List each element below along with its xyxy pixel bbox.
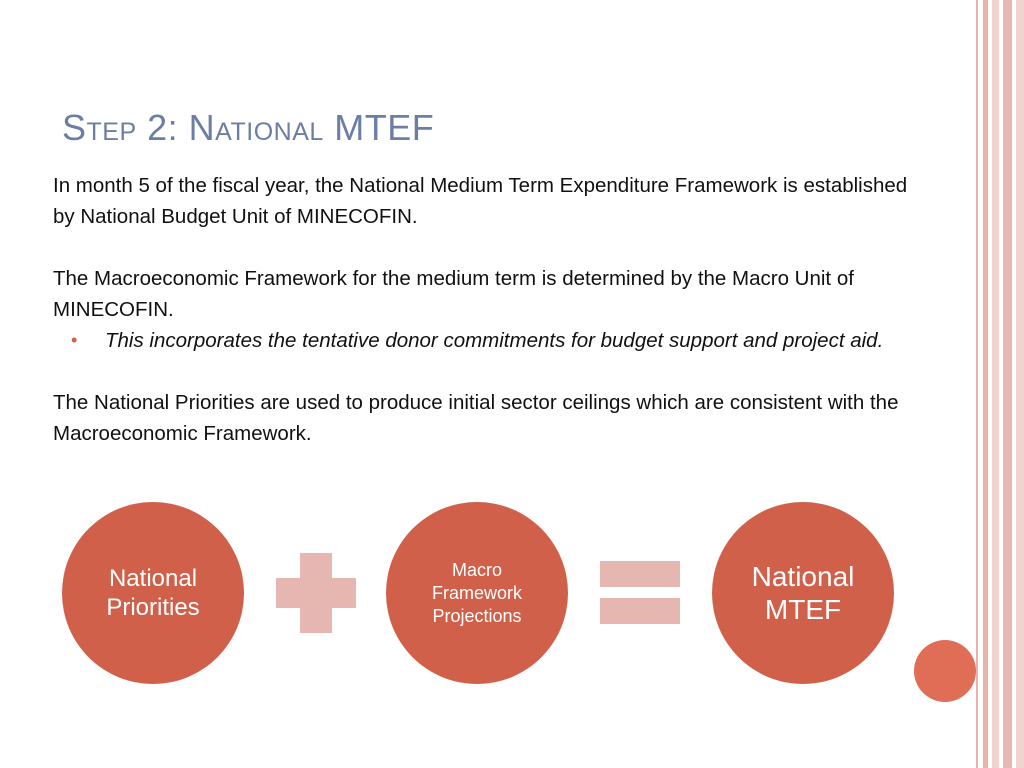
paragraph-month5: In month 5 of the fiscal year, the National Medium Term Expenditure Framework is established by National Budget Unit of MINECOFIN. (53, 174, 908, 228)
decorative-dot (914, 640, 976, 702)
circle-national-priorities (62, 502, 244, 684)
circle-label: National Priorities (106, 565, 200, 621)
decorative-stripe (976, 0, 978, 768)
bullet-text: This incorporates the tentative donor commitments for budget support and project aid. (105, 329, 884, 352)
paragraph-macro-framework: The Macroeconomic Framework for the medium term is determined by the Macro Unit of MINECOFIN. (53, 267, 854, 321)
slide-title: Step 2: National MTEF (62, 107, 435, 148)
decorative-stripe (992, 0, 999, 768)
bullet-icon: • (71, 330, 78, 350)
decorative-stripe (983, 0, 988, 768)
decorative-stripe (1016, 0, 1024, 768)
decorative-stripe (1003, 0, 1012, 768)
circle-label: Macro Framework Projections (431, 559, 522, 626)
circle-national-mtef (712, 502, 894, 684)
slide-body (53, 170, 933, 449)
bullet-item (53, 325, 933, 356)
circle-macro-framework-projections (386, 502, 568, 684)
paragraph-national-priorities: The National Priorities are used to produce initial sector ceilings which are consistent with the Macroeconomic Framework. (53, 391, 899, 445)
circle-label: National MTEF (751, 561, 855, 625)
